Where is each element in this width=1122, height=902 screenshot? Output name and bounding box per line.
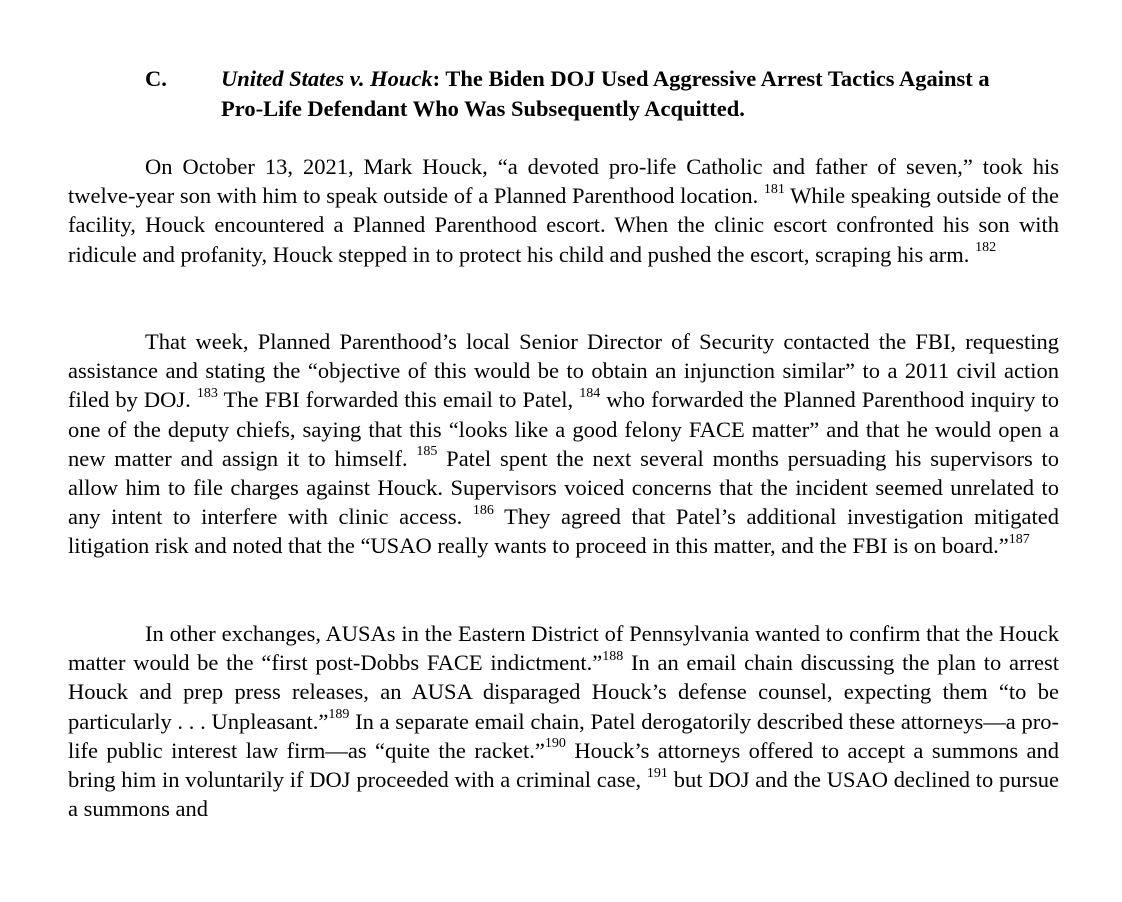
footnote-marker: 185: [416, 444, 438, 460]
footnote-marker: 190: [544, 736, 566, 752]
footnote-marker: 186: [472, 502, 494, 518]
paragraph-houck-incident: [68, 152, 1059, 269]
paragraph-ausa-exchanges: [68, 619, 1059, 829]
section-title-text: : The Biden DOJ Used Aggressive Arrest Tactics Against a Pro-Life Defendant Who Was Subsequently Acquitted.: [221, 66, 990, 121]
paragraph-text: The FBI forwarded this email to Patel,: [217, 387, 580, 413]
paragraph-text: Patel spent the next several months persuading his supervisors to allow him to file charges against Houck. Supervisors voiced concerns that the incident seemed unrelated to any intent to interfere with clinic access.: [68, 445, 1060, 530]
footnote-marker: 191: [646, 765, 668, 781]
paragraph-text: They agreed that Patel’s additional investigation mitigated litigation risk and noted that the “USAO really wants to proceed in this matter, and the FBI is on board.”: [68, 504, 1059, 559]
footnote-marker: 189: [328, 707, 350, 723]
paragraph-text: That week, Planned Parenthood’s local Senior Director of Security contacted the FBI, requesting assistance and stating the “objective of this would be to obtain an injunction similar” to a 2011 civil action filed by DOJ.: [68, 329, 1059, 413]
paragraph-text: In an email chain discussing the plan to arrest Houck and prep press releases, an AUSA disparaged Houck’s defense counsel, expecting them “to be particularly . . . Unpleasant.”: [68, 650, 1059, 734]
paragraph-text: In other exchanges, AUSAs in the Eastern District of Pennsylvania wanted to confirm that the Houck matter would be the “first post-Dobbs FACE indictment.”: [68, 621, 1059, 676]
paragraph-text: On October 13, 2021, Mark Houck, “a devoted pro-life Catholic and father of seven,” took his twelve-year son with him to speak outside of a Planned Parenthood location.: [68, 154, 1059, 209]
footnote-marker: 182: [975, 240, 997, 256]
footnote-marker: 183: [196, 385, 218, 401]
paragraph-text: who forwarded the Planned Parenthood inquiry to one of the deputy chiefs, saying that this “looks like a good felony FACE matter” and that he would open a new matter and assign it to himself.: [68, 387, 1059, 471]
footnote-marker: 188: [602, 648, 624, 664]
paragraph-text: While speaking outside of the facility, Houck encountered a Planned Parenthood escort. When the clinic escort confronted his son with ridicule and profanity, Houck stepped in to protect his child and pushed the escort, scraping his arm.: [68, 183, 1060, 267]
paragraph-fbi-referral: [68, 327, 1059, 561]
footnote-marker: 184: [579, 385, 601, 401]
footnote-marker: 187: [1008, 531, 1030, 547]
footnote-marker: 181: [763, 181, 785, 197]
section-title: [221, 64, 1021, 124]
paragraph-text: but DOJ and the USAO declined to pursue a summons and: [68, 767, 1059, 822]
case-name: United States v. Houck: [221, 66, 433, 91]
paragraph-text: Houck’s attorneys offered to accept a summons and bring him in voluntarily if DOJ proceeded with a criminal case,: [68, 737, 1059, 793]
section-letter: C.: [145, 66, 167, 91]
paragraph-text: In a separate email chain, Patel derogatorily described these attorneys—a pro-life public interest law firm—as “quite the racket.”: [68, 708, 1059, 763]
